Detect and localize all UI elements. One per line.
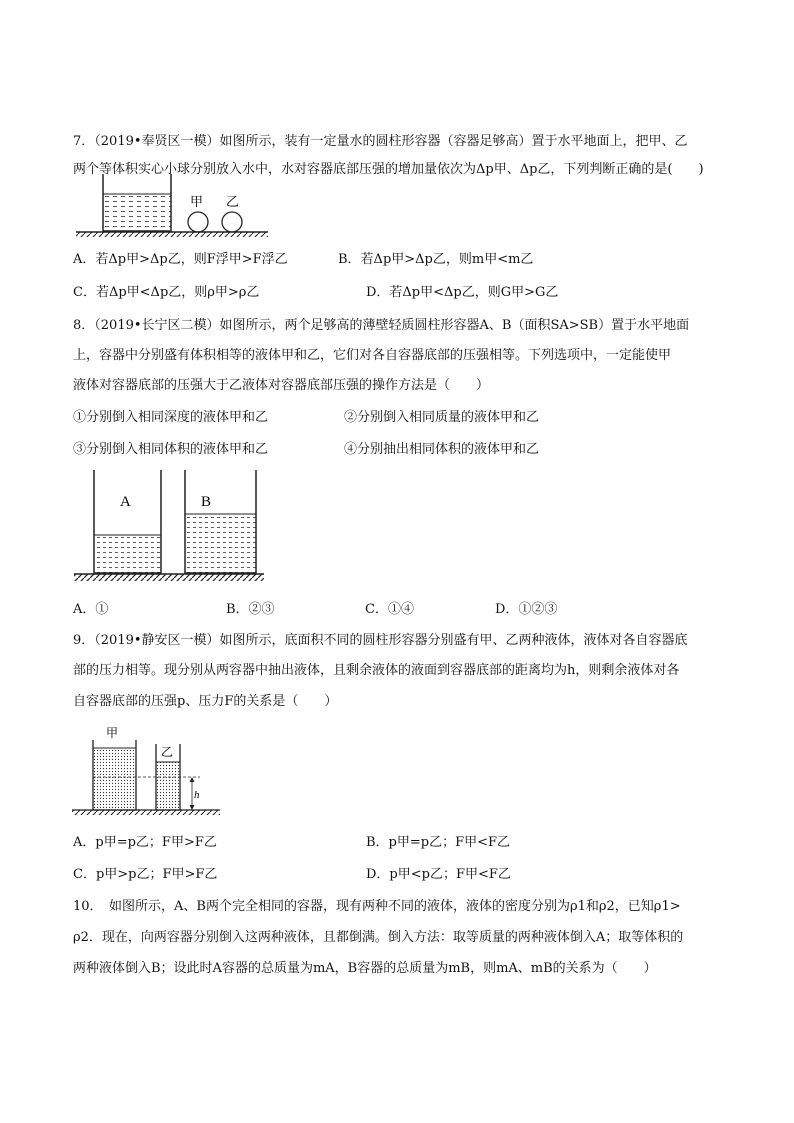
q9-option-b: B．p甲=p乙；F甲<F乙 bbox=[366, 835, 511, 850]
q7-line1: 7．（2019•奉贤区一模）如图所示，装有一定量水的圆柱形容器（容器足够高）置于水平地面上，把甲、乙 bbox=[73, 134, 688, 149]
q7-figure bbox=[72, 174, 272, 244]
q8-figure bbox=[72, 470, 266, 588]
q8-item1: ①分别倒入相同深度的液体甲和乙 bbox=[73, 410, 269, 425]
q10-line1: 10． 如图所示，A、B两个完全相同的容器，现有两种不同的液体，液体的密度分别为ρ1和ρ2，已知ρ1> bbox=[73, 899, 681, 914]
q9-option-d: D．p甲<p乙；F甲<F乙 bbox=[366, 867, 511, 882]
q9-line1: 9．（2019•静安区一模）如图所示，底面积不同的圆柱形容器分别盛有甲、乙两种液体，液体对各自容器底 bbox=[73, 633, 688, 648]
q10-line3: 两种液体倒入B；设此时A容器的总质量为mA，B容器的总质量为mB，则mA、mB的关系为（ ） bbox=[73, 961, 657, 976]
q8-item3: ③分别倒入相同体积的液体甲和乙 bbox=[73, 442, 269, 457]
q8-ground bbox=[74, 574, 264, 581]
q8-item2: ②分别倒入相同质量的液体甲和乙 bbox=[344, 410, 540, 425]
q9-label-yi: 乙 bbox=[161, 745, 174, 759]
q8-option-b: B．②③ bbox=[226, 602, 275, 617]
q7-ball-yi bbox=[222, 212, 242, 232]
q7-water bbox=[103, 194, 171, 231]
q8-line1: 8．（2019•长宁区二模）如图所示，两个足够高的薄壁轻质圆柱形容器A、B（面积SA>SB）置于水平地面 bbox=[73, 318, 690, 333]
q7-ground bbox=[76, 232, 268, 237]
q9-line2: 部的压力相等。现分别从两容器中抽出液体，且剩余液体的液面到容器底部的距离均为h，则剩余液体对各 bbox=[73, 663, 680, 678]
q9-label-jia: 甲 bbox=[106, 726, 119, 740]
q9-label-h: h bbox=[194, 789, 200, 801]
q9-line3: 自容器底部的压强p、压力F的关系是（ ） bbox=[73, 694, 338, 709]
q8-option-d: D．①②③ bbox=[495, 602, 558, 617]
q8-liquid-yi bbox=[185, 514, 256, 573]
q9-liquid-yi bbox=[156, 762, 180, 810]
q9-option-a: A．p甲=p乙；F甲>F乙 bbox=[73, 835, 217, 850]
q8-label-b: B bbox=[201, 494, 212, 510]
q7-label-yi: 乙 bbox=[226, 195, 240, 210]
q7-option-c: C．若Δp甲<Δp乙，则ρ甲>ρ乙 bbox=[73, 285, 260, 300]
q7-option-a: A．若Δp甲>Δp乙，则F浮甲>F浮乙 bbox=[73, 252, 288, 267]
q9-option-c: C．p甲>p乙；F甲>F乙 bbox=[73, 867, 218, 882]
q9-ground bbox=[72, 810, 220, 815]
q8-liquid-jia bbox=[94, 535, 161, 573]
q8-line2: 上，容器中分别盛有体积相等的液体甲和乙，它们对各自容器底部的压强相等。下列选项中，一定能使甲 bbox=[73, 348, 672, 363]
q10-line2: ρ2．现在，向两容器分别倒入这两种液体，且都倒满。倒入方法：取等质量的两种液体倒入A；取等体积的 bbox=[73, 930, 684, 945]
q8-item4: ④分别抽出相同体积的液体甲和乙 bbox=[344, 442, 540, 457]
q8-option-c: C．①④ bbox=[365, 602, 414, 617]
q7-ball-jia bbox=[188, 212, 208, 232]
q9-figure bbox=[72, 722, 222, 818]
q7-option-d: D．若Δp甲<Δp乙，则G甲>G乙 bbox=[366, 285, 559, 300]
q7-option-b: B．若Δp甲>Δp乙，则m甲<m乙 bbox=[338, 252, 534, 267]
q9-liquid-jia bbox=[93, 748, 136, 810]
q8-option-a: A．① bbox=[73, 602, 109, 617]
q8-line3: 液体对容器底部的压强大于乙液体对容器底部压强的操作方法是（ ） bbox=[73, 378, 490, 393]
q7-line2: 两个等体积实心小球分别放入水中，水对容器底部压强的增加量依次为Δp甲、Δp乙，下列判断正确的是( ) bbox=[73, 162, 704, 177]
q7-label-jia: 甲 bbox=[190, 195, 204, 210]
q8-label-a: A bbox=[120, 494, 131, 510]
